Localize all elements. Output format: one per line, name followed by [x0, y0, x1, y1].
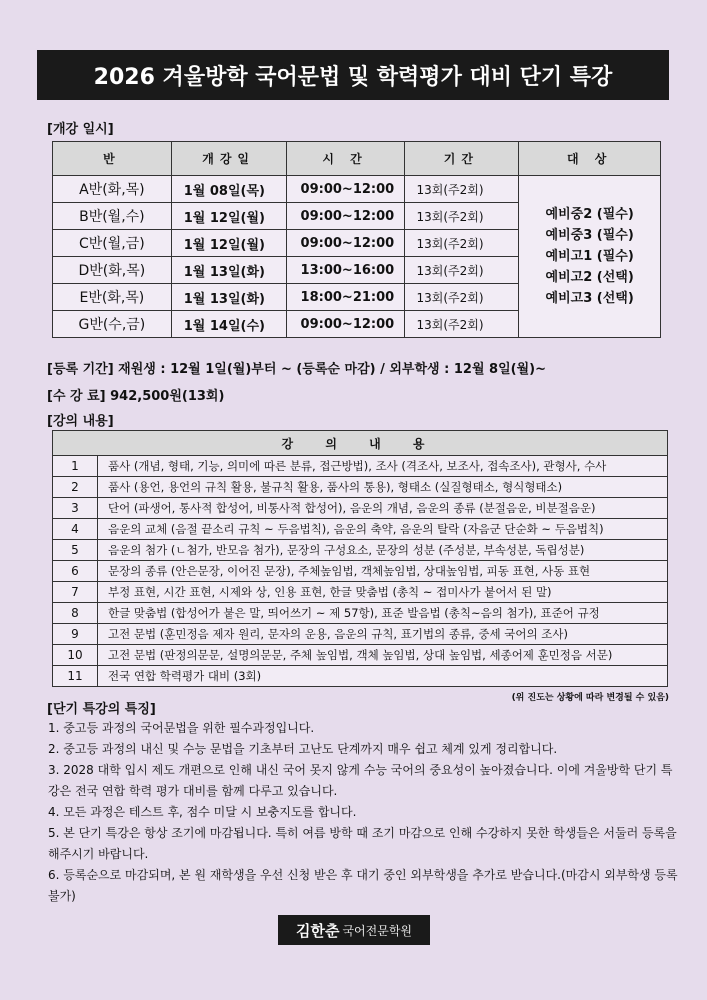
- date-cell: 1월 12일(월): [171, 230, 286, 257]
- target-item: 예비고3 (선택): [545, 291, 634, 306]
- row-number: 5: [53, 540, 98, 561]
- target-item: 예비고2 (선택): [545, 270, 634, 285]
- table-row: [53, 624, 668, 645]
- row-number: 11: [53, 666, 98, 687]
- class-cell: B반(월,수): [53, 203, 172, 230]
- logo-subtitle: 국어전문학원: [342, 923, 413, 938]
- period-cell: 13회(주2회): [404, 284, 519, 311]
- time-cell: 09:00~12:00: [286, 203, 404, 230]
- logo-name: 김한춘: [295, 921, 340, 940]
- row-text: 문장의 종류 (안은문장, 이어진 문장), 주체높임법, 객체높임법, 상대높임법, 피동 표현, 사동 표현: [98, 561, 668, 582]
- row-text: 부정 표현, 시간 표현, 시제와 상, 인용 표현, 한글 맞춤법 (총칙 ~ 접미사가 붙어서 된 말): [98, 582, 668, 603]
- schedule-table: [52, 141, 661, 338]
- row-number: 10: [53, 645, 98, 666]
- time-cell: 13:00~16:00: [286, 257, 404, 284]
- feature-item: 5. 본 단기 특강은 항상 조기에 마감됩니다. 특히 여름 방학 때 조기 마감으로 인해 수강하지 못한 학생들은 서둘러 등록을 해주시기 바랍니다.: [48, 826, 677, 861]
- row-number: 7: [53, 582, 98, 603]
- table-row: [53, 176, 661, 203]
- row-text: 고전 문법 (훈민정음 제자 원리, 문자의 운용, 음운의 규칙, 표기법의 종류, 중세 국어의 조사): [98, 624, 668, 645]
- time-cell: 09:00~12:00: [286, 230, 404, 257]
- feature-item: 2. 중고등 과정의 내신 및 수능 문법을 기초부터 고난도 단계까지 매우 쉽고 체계 있게 정리합니다.: [48, 742, 558, 756]
- row-text: 음운의 교체 (음절 끝소리 규칙 ~ 두음법칙), 음운의 축약, 음운의 탈락 (자음군 단순화 ~ 두음법칙): [98, 519, 668, 540]
- tuition-fee: [수 강 료] 942,500원(13회): [47, 389, 225, 404]
- target-cell: [519, 176, 661, 338]
- feature-item: 4. 모든 과정은 테스트 후, 점수 미달 시 보충지도를 합니다.: [48, 805, 357, 819]
- date-cell: 1월 14일(수): [171, 311, 286, 338]
- row-number: 8: [53, 603, 98, 624]
- period-cell: 13회(주2회): [404, 311, 519, 338]
- table-row: [53, 645, 668, 666]
- date-cell: 1월 13일(화): [171, 284, 286, 311]
- table-row: [53, 561, 668, 582]
- academy-logo: [278, 915, 430, 945]
- feature-item: 6. 등록순으로 마감되며, 본 원 재학생을 우선 신청 받은 후 대기 중인 외부학생을 추가로 받습니다.(마감시 외부학생 등록 불가): [48, 868, 678, 903]
- period-cell: 13회(주2회): [404, 257, 519, 284]
- table-row: [53, 603, 668, 624]
- row-number: 4: [53, 519, 98, 540]
- page-title: 2026 겨울방학 국어문법 및 학력평가 대비 단기 특강: [37, 50, 669, 100]
- table-row: [53, 456, 668, 477]
- table-row: [53, 582, 668, 603]
- row-text: 음운의 첨가 (ㄴ첨가, 반모음 첨가), 문장의 구성요소, 문장의 성분 (주성분, 부속성분, 독립성분): [98, 540, 668, 561]
- class-cell: A반(화,목): [53, 176, 172, 203]
- time-cell: 09:00~12:00: [286, 176, 404, 203]
- content-header: 강 의 내 용: [53, 431, 668, 456]
- feature-item: 3. 2028 대학 입시 제도 개편으로 인해 내신 국어 못지 않게 수능 국어의 중요성이 높아졌습니다. 이에 겨울방학 단기 특강은 전국 연합 학력 평가 대비를 함께 다루고 있습니다.: [48, 763, 673, 798]
- date-cell: 1월 12일(월): [171, 203, 286, 230]
- date-cell: 1월 13일(화): [171, 257, 286, 284]
- content-table: [52, 430, 668, 687]
- row-text: 단어 (파생어, 통사적 합성어, 비통사적 합성어), 음운의 개념, 음운의 종류 (분절음운, 비분절음운): [98, 498, 668, 519]
- time-cell: 18:00~21:00: [286, 284, 404, 311]
- features-list: [48, 718, 678, 907]
- header-class: 반: [53, 142, 172, 176]
- schedule-label: [개강 일시]: [47, 122, 114, 137]
- period-cell: 13회(주2회): [404, 230, 519, 257]
- target-item: 예비중3 (필수): [545, 228, 634, 243]
- row-number: 2: [53, 477, 98, 498]
- class-cell: D반(화,목): [53, 257, 172, 284]
- row-number: 9: [53, 624, 98, 645]
- class-cell: E반(화,목): [53, 284, 172, 311]
- class-cell: C반(월,금): [53, 230, 172, 257]
- header-start-date: 개강일: [171, 142, 286, 176]
- table-row: [53, 519, 668, 540]
- row-text: 고전 문법 (판정의문문, 설명의문문, 주체 높임법, 객체 높임법, 상대 높임법, 세종어제 훈민정음 서문): [98, 645, 668, 666]
- row-text: 품사 (개념, 형태, 기능, 의미에 따른 분류, 접근방법), 조사 (격조사, 보조사, 접속조사), 관형사, 수사: [98, 456, 668, 477]
- row-number: 6: [53, 561, 98, 582]
- header-time: 시 간: [286, 142, 404, 176]
- date-cell: 1월 08일(목): [171, 176, 286, 203]
- header-period: 기간: [404, 142, 519, 176]
- time-cell: 09:00~12:00: [286, 311, 404, 338]
- features-label: [단기 특강의 특징]: [47, 702, 156, 717]
- content-label: [강의 내용]: [47, 414, 114, 429]
- class-cell: G반(수,금): [53, 311, 172, 338]
- feature-item: 1. 중고등 과정의 국어문법을 위한 필수과정입니다.: [48, 721, 315, 735]
- registration-period: [등록 기간] 재원생 : 12월 1일(월)부터 ~ (등록순 마감) / 외부학생 : 12월 8일(월)~: [47, 362, 546, 377]
- header-target: 대 상: [519, 142, 661, 176]
- schedule-change-note: (위 진도는 상황에 따라 변경될 수 있음): [511, 693, 669, 703]
- period-cell: 13회(주2회): [404, 176, 519, 203]
- row-number: 3: [53, 498, 98, 519]
- row-text: 한글 맞춤법 (합성어가 붙은 말, 띄어쓰기 ~ 제 57항), 표준 발음법 (총칙~음의 첨가), 표준어 규정: [98, 603, 668, 624]
- target-item: 예비고1 (필수): [545, 249, 634, 264]
- table-row: [53, 498, 668, 519]
- table-row: [53, 477, 668, 498]
- period-cell: 13회(주2회): [404, 203, 519, 230]
- row-number: 1: [53, 456, 98, 477]
- row-text: 품사 (용언, 용언의 규칙 활용, 불규칙 활용, 품사의 통용), 형태소 (실질형태소, 형식형태소): [98, 477, 668, 498]
- table-row: [53, 666, 668, 687]
- target-item: 예비중2 (필수): [545, 207, 634, 222]
- row-text: 전국 연합 학력평가 대비 (3회): [98, 666, 668, 687]
- table-row: [53, 540, 668, 561]
